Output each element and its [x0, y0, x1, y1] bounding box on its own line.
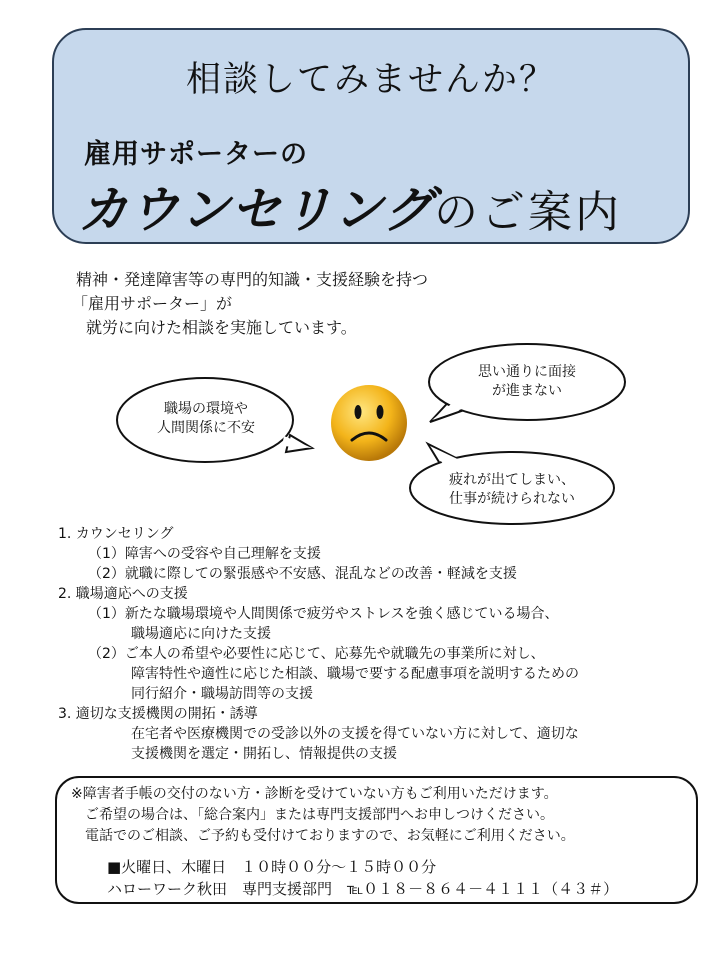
- service-item: （1）新たな職場環境や人間関係で疲労やストレスを強く感じている場合、: [88, 606, 559, 622]
- service-item: 在宅者や医療機関での受診以外の支援を得ていない方に対して、適切な: [131, 726, 579, 742]
- office-contact: ハローワーク秋田 専門支援部門 ℡０１８－８６４－４１１１（４３＃）: [107, 880, 619, 898]
- service-heading: 3. 適切な支援機関の開拓・誘導: [58, 706, 258, 722]
- header-question: 相談してみませんか？: [185, 60, 556, 100]
- notice-line: ご希望の場合は、「総合案内」または専門支援部門へお申しつけください。: [85, 807, 554, 823]
- intro-line: 精神・発達障害等の専門的知識・支援経験を持つ: [76, 270, 429, 289]
- service-item: 支援機関を選定・開拓し、情報提供の支援: [131, 746, 397, 762]
- notice-box: [55, 776, 698, 904]
- services-list: [58, 524, 698, 764]
- service-item: （2）ご本人の希望や必要性に応じて、応募先や就職先の事業所に対し、: [88, 646, 545, 662]
- notice-line: 電話でのご相談、ご予約も受付けておりますので、お気軽にご利用ください。: [85, 828, 575, 844]
- intro-line: 「雇用サポーター」が: [72, 294, 233, 313]
- header-title-rest: のご案内: [434, 187, 622, 238]
- service-heading: 1. カウンセリング: [58, 526, 174, 542]
- bubble-bottom-right-text: 疲れが出てしまい、 仕事が続けられない: [449, 472, 575, 507]
- header-box: [52, 28, 690, 244]
- speech-bubbles-illustration: [0, 340, 721, 530]
- service-item: 職場適応に向けた支援: [131, 626, 271, 642]
- header-title: [78, 170, 622, 242]
- intro-text: [72, 268, 429, 340]
- service-heading: 2. 職場適応への支援: [58, 586, 188, 602]
- bubble-left-text: 職場の環境や 人間関係に不安: [157, 401, 255, 436]
- header-subtitle: 雇用サポーターの: [84, 139, 308, 170]
- notice-line: ※障害者手帳の交付のない方・診断を受けていない方もご利用いただけます。: [71, 786, 558, 802]
- office-hours: ■火曜日、木曜日 １０時００分～１５時００分: [107, 858, 437, 876]
- service-item: （1）障害への受容や自己理解を支援: [88, 546, 321, 562]
- intro-line: 就労に向けた相談を実施しています。: [86, 318, 357, 337]
- sad-face-icon: [331, 385, 407, 461]
- service-item: 同行紹介・職場訪問等の支援: [131, 686, 313, 702]
- service-item: 障害特性や適性に応じた相談、職場で要する配慮事項を説明するための: [131, 666, 579, 682]
- header-title-bold: カウンセリング: [78, 181, 434, 239]
- service-item: （2）就職に際しての緊張感や不安感、混乱などの改善・軽減を支援: [88, 566, 517, 582]
- bubble-top-right-text: 思い通りに面接 が進まない: [478, 364, 576, 399]
